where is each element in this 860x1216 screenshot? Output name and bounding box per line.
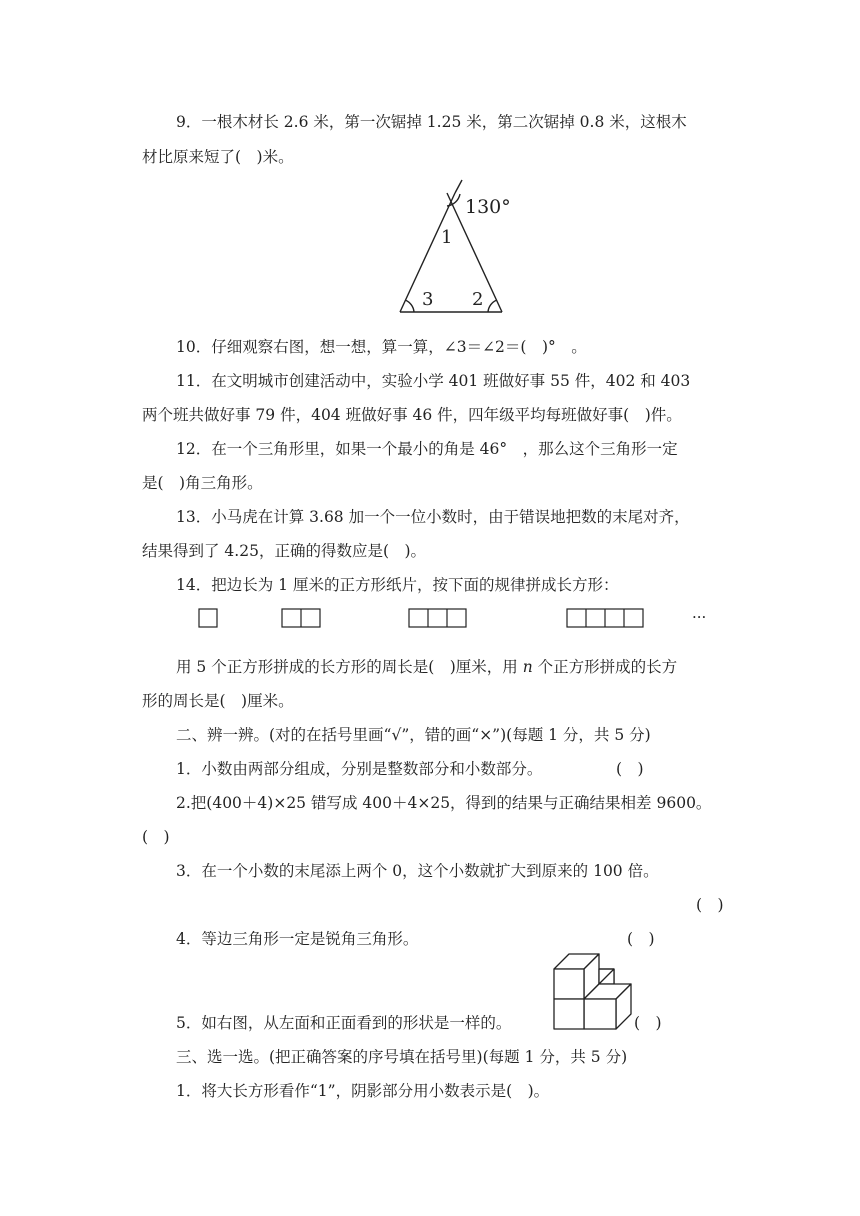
triangle-left-side	[400, 193, 455, 312]
q13-line2: 结果得到了 4.25，正确的得数应是( )。	[142, 542, 427, 560]
section2-item4: 4．等边三角形一定是锐角三角形。	[176, 930, 419, 948]
section2-item4-answer-paren: ( )	[627, 930, 655, 948]
q10-text: 10．仔细观察右图，想一想，算一算，∠3＝∠2＝( )° 。	[176, 338, 587, 356]
q14-line2-pre: 用 5 个正方形拼成的长方形的周长是( )厘米，用	[176, 658, 518, 676]
q11-line1: 11．在文明城市创建活动中，实验小学 401 班做好事 55 件，402 和 403	[176, 372, 691, 390]
section2-item5-answer-paren: ( )	[634, 1014, 662, 1032]
angle-2-arc	[488, 300, 497, 312]
angle-130-arc	[447, 194, 460, 206]
q14-line2	[176, 657, 677, 677]
angle-3-arc	[405, 300, 414, 312]
q12-line1: 12．在一个三角形里，如果一个最小的角是 46° ，那么这个三角形一定	[176, 440, 678, 458]
angle-1-label: 1	[441, 227, 453, 248]
pattern-ellipsis: ···	[692, 608, 707, 626]
angle-130-label: 130°	[465, 196, 511, 218]
section3-title: 三、选一选。(把正确答案的序号填在括号里)(每题 1 分，共 5 分)	[176, 1048, 628, 1066]
section2-item2: 2.把(400＋4)×25 错写成 400＋4×25，得到的结果与正确结果相差 9600。	[176, 794, 712, 812]
triangle-extension-line	[455, 180, 462, 193]
q14-line3: 形的周长是( )厘米。	[142, 692, 294, 710]
q14-line2-post: 个正方形拼成的长方	[537, 658, 678, 676]
q9-line2: 材比原来短了( )米。	[142, 148, 294, 166]
section3-item1: 1．将大长方形看作“1”，阴影部分用小数表示是( )。	[176, 1082, 550, 1100]
q13-line1: 13．小马虎在计算 3.68 加一个一位小数时，由于错误地把数的末尾对齐，	[176, 508, 690, 526]
pattern-3-squares	[409, 609, 466, 627]
pattern-2-squares	[282, 609, 320, 627]
section2-item3: 3．在一个小数的末尾添上两个 0，这个小数就扩大到原来的 100 倍。	[176, 862, 659, 880]
q14-line1: 14．把边长为 1 厘米的正方形纸片，按下面的规律拼成长方形：	[176, 576, 619, 594]
section2-item5: 5．如右图，从左面和正面看到的形状是一样的。	[176, 1014, 512, 1032]
section2-item1-answer-paren: ( )	[616, 760, 644, 778]
q9-line1: 9．一根木材长 2.6 米，第一次锯掉 1.25 米，第二次锯掉 0.8 米，这根木	[176, 113, 687, 131]
angle-3-label: 3	[422, 289, 434, 310]
q12-line2: 是( )角三角形。	[142, 474, 263, 492]
q11-line2: 两个班共做好事 79 件，404 班做好事 46 件，四年级平均每班做好事( )件。	[142, 406, 682, 424]
angle-2-label: 2	[472, 289, 484, 310]
section2-item1: 1．小数由两部分组成，分别是整数部分和小数部分。	[176, 760, 543, 778]
q14-variable-n: n	[522, 658, 533, 676]
section2-item2-answer-paren: ( )	[142, 828, 170, 846]
section2-item3-answer-paren: ( )	[696, 896, 724, 914]
pattern-1-square	[199, 609, 217, 627]
pattern-4-squares	[567, 609, 643, 627]
section2-title: 二、辨一辨。(对的在括号里画“√”，错的画“×”)(每题 1 分，共 5 分)	[176, 726, 651, 744]
triangle-right-side	[447, 193, 502, 312]
